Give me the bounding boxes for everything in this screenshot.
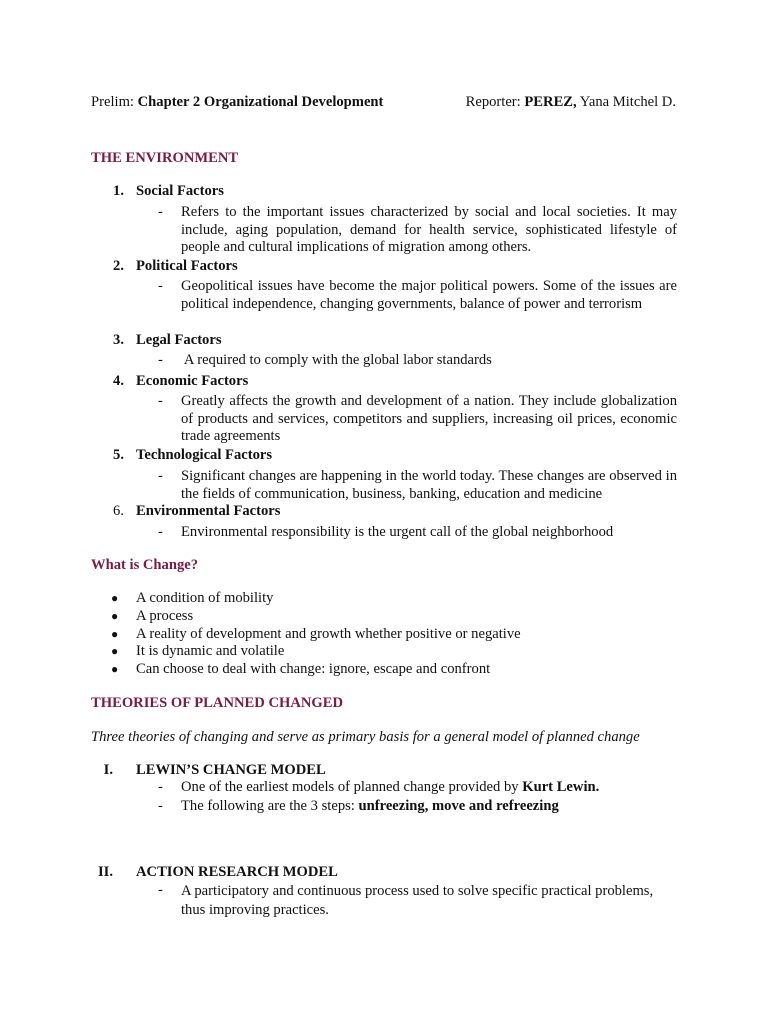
model-detail: A participatory and continuous process used to solve specific practical problems, thus improving practices. bbox=[181, 883, 654, 918]
bullet-icon: ● bbox=[111, 644, 119, 658]
theories-heading: THEORIES OF PLANNED CHANGED bbox=[91, 695, 344, 711]
factor-description: A required to comply with the global labor standards bbox=[181, 352, 492, 368]
dash-marker: - bbox=[158, 882, 163, 898]
change-heading: What is Change? bbox=[91, 557, 199, 573]
model-numeral: I. bbox=[103, 762, 113, 778]
factor-title: Environmental Factors bbox=[136, 503, 281, 519]
factor-number: 6. bbox=[113, 503, 124, 519]
change-item: A condition of mobility bbox=[136, 590, 274, 606]
header-reporter bbox=[466, 94, 676, 111]
factor-title: Economic Factors bbox=[136, 373, 249, 389]
model-detail-text: One of the earliest models of planned change provided by bbox=[181, 779, 523, 795]
dash-marker: - bbox=[158, 524, 163, 540]
factor-description: Refers to the important issues characterized by social and local societies. It may include, aging population, demand for health service, sophisticated lifestyle of people and cultural implications of migration among others. bbox=[181, 204, 677, 256]
reporter-surname: PEREZ, bbox=[524, 94, 577, 110]
factor-number: 1. bbox=[113, 183, 124, 199]
factor-title: Technological Factors bbox=[136, 447, 273, 463]
theories-intro: Three theories of changing and serve as primary basis for a general model of planned change bbox=[91, 729, 640, 745]
factor-number: 4. bbox=[113, 373, 124, 389]
factor-description: Environmental responsibility is the urgent call of the global neighborhood bbox=[181, 524, 614, 540]
bullet-icon: ● bbox=[111, 627, 119, 641]
factor-title: Legal Factors bbox=[136, 332, 222, 348]
model-detail-text: The following are the 3 steps: bbox=[181, 798, 359, 814]
change-item: Can choose to deal with change: ignore, escape and confront bbox=[136, 661, 491, 677]
change-item: A process bbox=[136, 608, 194, 624]
reporter-label: Reporter: bbox=[465, 94, 525, 110]
model-detail-emphasis: unfreezing, move and refreezing bbox=[358, 798, 559, 814]
factor-description: Significant changes are happening in the world today. These changes are observed in the fields of communication, business, banking, education and medicine bbox=[181, 468, 677, 502]
prelim-label: Prelim: bbox=[91, 94, 138, 110]
model-title: LEWIN’S CHANGE MODEL bbox=[136, 762, 326, 778]
dash-marker: - bbox=[158, 278, 163, 294]
bullet-icon: ● bbox=[111, 591, 119, 605]
model-detail bbox=[181, 798, 677, 816]
bullet-icon: ● bbox=[111, 609, 119, 623]
model-title: ACTION RESEARCH MODEL bbox=[136, 864, 338, 880]
factor-number: 3. bbox=[113, 332, 124, 348]
factor-description: Greatly affects the growth and development of a nation. They include globalization of products and services, competitors and suppliers, increasing oil prices, economic trade agreements bbox=[181, 393, 677, 445]
model-numeral: II. bbox=[97, 864, 113, 880]
dash-marker: - bbox=[158, 393, 163, 409]
factor-title: Political Factors bbox=[136, 258, 238, 274]
model-detail-emphasis: Kurt Lewin. bbox=[522, 779, 600, 795]
chapter-title: Chapter 2 Organizational Development bbox=[137, 94, 384, 110]
factor-title: Social Factors bbox=[136, 183, 224, 199]
dash-marker: - bbox=[158, 779, 163, 795]
factor-number: 2. bbox=[113, 258, 124, 274]
dash-marker: - bbox=[158, 468, 163, 484]
model-detail bbox=[181, 779, 677, 797]
change-item: It is dynamic and volatile bbox=[136, 643, 285, 659]
dash-marker: - bbox=[158, 204, 163, 220]
change-item: A reality of development and growth whether positive or negative bbox=[136, 626, 521, 642]
factor-description: Geopolitical issues have become the major political powers. Some of the issues are political independence, changing governments, balance of power and terrorism bbox=[181, 278, 677, 312]
header-chapter bbox=[91, 94, 383, 111]
dash-marker: - bbox=[158, 352, 163, 368]
factor-number: 5. bbox=[113, 447, 124, 463]
dash-marker: - bbox=[158, 798, 163, 814]
bullet-icon: ● bbox=[111, 662, 119, 676]
reporter-given-name: Yana Mitchel D. bbox=[576, 94, 676, 110]
environment-heading: THE ENVIRONMENT bbox=[91, 150, 239, 166]
